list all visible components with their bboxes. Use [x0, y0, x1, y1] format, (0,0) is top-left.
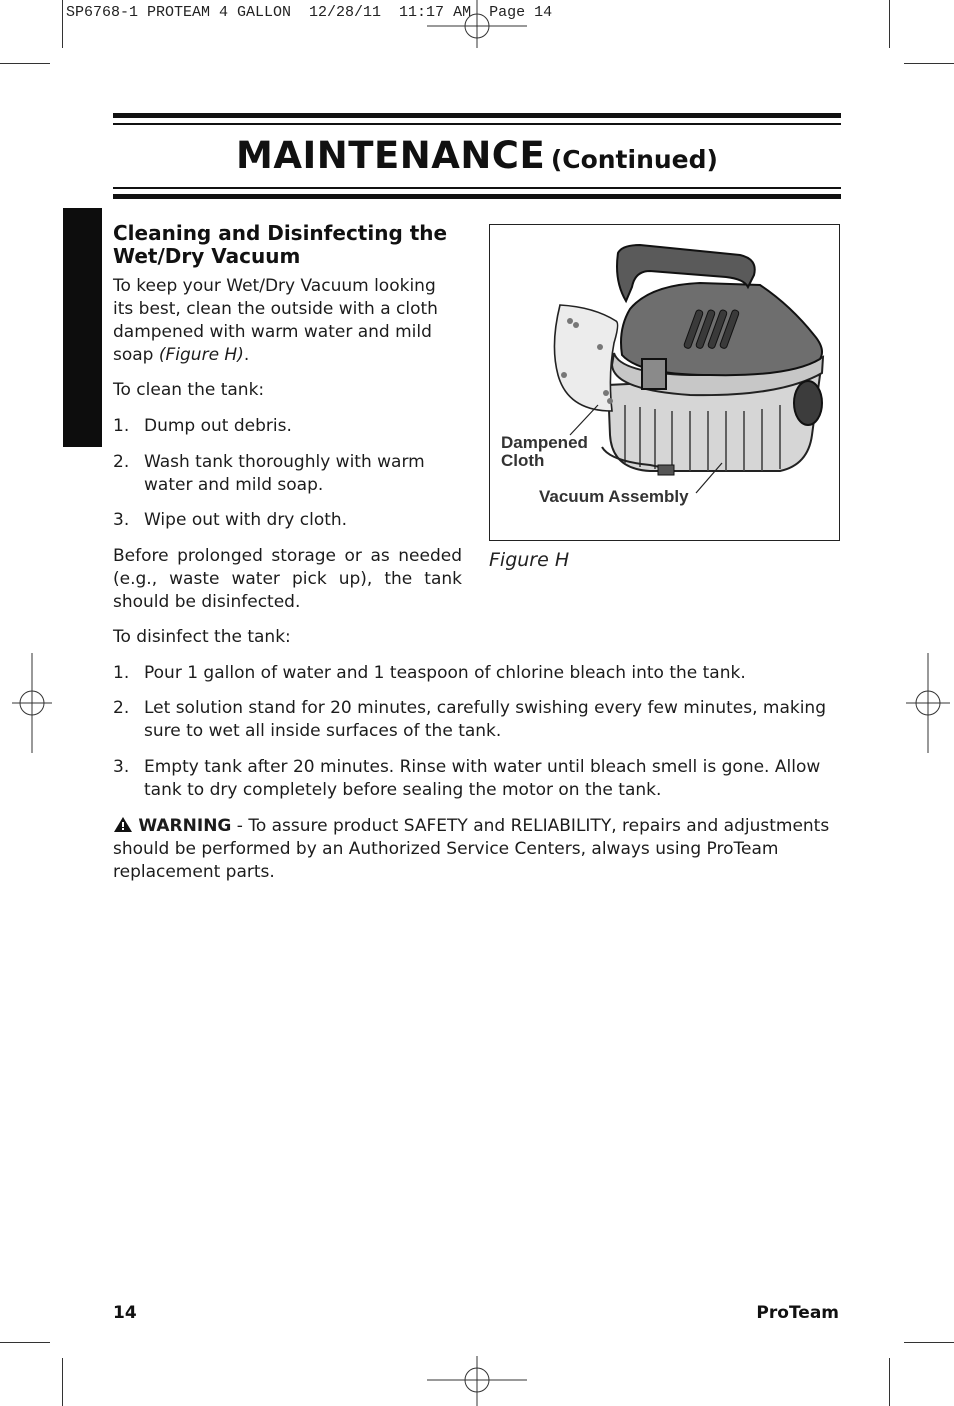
warning-label: WARNING	[138, 816, 232, 836]
disinfect-lead: To disinfect the tank:	[113, 627, 291, 647]
figure-reference: (Figure H)	[158, 345, 244, 365]
warning-triangle-icon	[113, 816, 133, 833]
section-tab	[63, 208, 102, 447]
title-rule-bottom-thin	[113, 187, 841, 189]
list-item: 2. Let solution stand for 20 minutes, carefully swishing every few minutes, making sure to wet all inside surfaces of the tank.	[113, 698, 827, 741]
figure-caption: Figure H	[489, 549, 570, 571]
title-rule-bottom-thick	[113, 194, 841, 199]
list-item: 1. Dump out debris.	[113, 416, 292, 436]
label-dampened-cloth: Dampened Cloth	[501, 433, 588, 470]
footer-brand: ProTeam	[756, 1303, 839, 1323]
title-main: MAINTENANCE	[236, 134, 546, 177]
title-rule-top-thin	[113, 123, 841, 125]
page-number: 14	[113, 1303, 137, 1323]
warning-text: - To assure product SAFETY and RELIABILITY, repairs and adjustments should be performed by an Authorized Service Centers, always using ProTeam replacement parts.	[113, 816, 830, 882]
title-rule-top-thick	[113, 113, 841, 118]
figure-h	[489, 224, 840, 541]
intro-paragraph: To keep your Wet/Dry Vacuum looking its best, clean the outside with a cloth dampened with warm water and mild soap (Figure H).	[113, 276, 438, 365]
label-vacuum-assembly: Vacuum Assembly	[539, 487, 689, 506]
page-title	[0, 134, 954, 177]
title-sub: (Continued)	[550, 145, 718, 174]
warning-paragraph	[113, 815, 833, 884]
section-heading: Cleaning and Disinfecting the Wet/Dry Vacuum	[113, 221, 448, 268]
list-item: 3. Empty tank after 20 minutes. Rinse with water until bleach smell is gone. Allow tank to dry completely before sealing the motor on the tank.	[113, 757, 821, 800]
printer-slug: SP6768-1 PROTEAM 4 GALLON 12/28/11 11:17 AM Page 14	[66, 4, 553, 21]
list-item: 1. Pour 1 gallon of water and 1 teaspoon of chlorine bleach into the tank.	[113, 663, 746, 683]
storage-paragraph: Before prolonged storage or as needed (e.g., waste water pick up), the tank should be disinfected.	[113, 546, 462, 612]
list-item: 2. Wash tank thoroughly with warm water and mild soap.	[113, 452, 425, 495]
list-item: 3. Wipe out with dry cloth.	[113, 510, 348, 530]
clean-lead: To clean the tank:	[113, 380, 265, 400]
